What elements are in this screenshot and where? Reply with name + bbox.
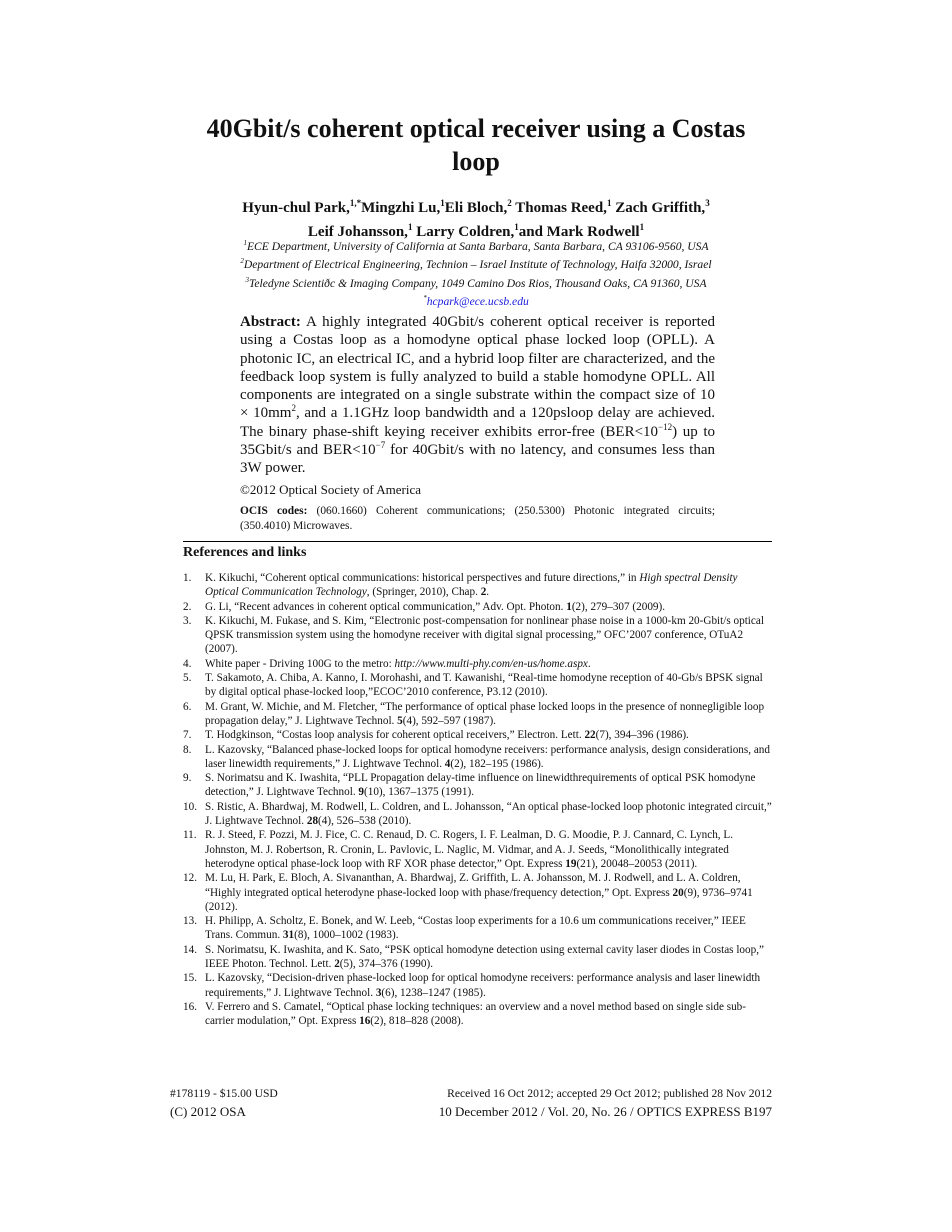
text-segment: , and a 1.1GHz loop bandwidth and a 120psloop delay are achieved. The binary phase-shift keying receiver exhibits error-free (BER<10 (240, 405, 716, 440)
text-segment: for 40Gbit/s with no latency, and consumes less than 3W power. (240, 442, 715, 477)
text-segment: (2), 279–307 (2009). (571, 600, 666, 613)
abstract (240, 313, 715, 478)
text-segment: S. Ristic, A. Bhardwaj, M. Rodwell, L. Coldren, and L. Johansson, “An optical phase-locked loop photonic integrated circuit,” J. Lightwave Technol. (205, 800, 772, 828)
reference-item (183, 1000, 773, 1029)
text-segment: (7), 394–396 (1986). (595, 729, 689, 742)
text-segment: −12 (658, 421, 673, 432)
divider (183, 541, 772, 542)
reference-item (183, 657, 773, 671)
footer-copyright: (C) 2012 OSA (170, 1104, 246, 1119)
text-segment: G. Li, “Recent advances in coherent optical communication,” Adv. Opt. Photon. (205, 600, 567, 613)
reference-text (205, 943, 773, 972)
text-segment: L. Kazovsky, “Balanced phase-locked loops for optical homodyne receivers: performance analysis, design considerations, and laser linewidth requirements,” J. Lightwave Technol. (205, 743, 770, 770)
journal-citation: 10 December 2012 / Vol. 20, No. 26 / OPTICS EXPRESS B197 (438, 1104, 772, 1119)
title-line: loop (452, 147, 500, 176)
reference-number: 7. (183, 729, 192, 742)
reference-text (205, 971, 773, 1000)
reference-item (183, 800, 773, 829)
text-segment: 1 (440, 198, 445, 208)
text-segment: 4 (444, 757, 451, 770)
reference-item (183, 914, 773, 943)
author-list (150, 194, 802, 242)
text-segment: R. J. Steed, F. Pozzi, M. J. Fice, C. C. Renaud, D. C. Rogers, I. F. Lealman, D. G. Moodie, P. J. Cannard, C. Lynch, L. Johnston, M. J. Robertson, R. Cronin, L. Pavlovic, L. Naglic, M. Vidmar, and A. J. Seeds, “Monolithically integrated heterodyne optical phase-lock loop with RF XOR phase detector,” Opt. Express (205, 829, 734, 870)
text-segment: 22 (584, 729, 596, 742)
reference-number: 16. (183, 1000, 197, 1013)
text-segment: ) up to 35Gbit/s and BER<10 (240, 423, 715, 459)
text-segment: (060.1660) Coherent communications; (250.5300) Photonic integrated circuits; (350.4010) Microwaves. (240, 505, 715, 532)
reference-item (183, 743, 773, 772)
reference-item (183, 771, 773, 800)
reference-item (183, 671, 773, 700)
text-segment: 1 (243, 239, 247, 247)
text-segment: * (423, 294, 427, 303)
text-segment: . (587, 657, 591, 670)
text-segment: (21), 20048–20053 (2011). (576, 857, 698, 870)
reference-item (183, 614, 773, 657)
reference-item (183, 600, 773, 614)
text-segment: http://www.multi-phy.com/en-us/home.aspx (394, 657, 588, 670)
text-segment: (5), 374–376 (1990). (339, 958, 434, 971)
text-segment: 3 (705, 198, 710, 208)
email-link[interactable]: hcpark@ece.ucsb.edu (426, 295, 529, 309)
reference-text (205, 728, 773, 742)
reference-number: 12. (183, 872, 197, 885)
affiliation-line (150, 254, 802, 272)
text-segment: High spectral Density Optical Communication Technology (205, 572, 738, 599)
reference-number: 6. (183, 700, 192, 713)
text-segment: 20 (672, 886, 684, 899)
text-segment: 2 (507, 198, 512, 208)
text-segment: Department of Electrical Engineering, Technion – Israel Institute of Technology, Haifa 32000, Israel (243, 258, 712, 272)
text-segment: (2), 182–195 (1986). (450, 757, 544, 770)
text-segment: T. Hodgkinson, “Costas loop analysis for coherent optical receivers,” Electron. Lett. (205, 729, 585, 742)
text-segment: 1 (514, 222, 519, 232)
text-segment: ECE Department, University of California at Santa Barbara, Santa Barbara, CA 93106-9560, USA (246, 239, 709, 253)
reference-number: 11. (183, 829, 197, 842)
text-segment: White paper - Driving 100G to the metro: (205, 657, 395, 670)
received-dates: Received 16 Oct 2012; accepted 29 Oct 2012; published 28 Nov 2012 (447, 1087, 772, 1100)
text-segment: 2 (291, 403, 296, 414)
reference-number: 3. (183, 614, 192, 627)
ocis-codes (240, 504, 715, 533)
text-segment: . (486, 586, 490, 599)
text-segment: M. Grant, W. Michie, and M. Fletcher, “The performance of optical phase locked loops in the presence of nonnegligible loop propagation delay,” J. Lightwave Technol. (205, 700, 765, 727)
reference-number: 5. (183, 672, 192, 685)
text-segment: 1 (606, 198, 612, 208)
text-segment: 3 (245, 275, 249, 284)
text-segment: M. Lu, H. Park, E. Bloch, A. Sivananthan, A. Bhardwaj, Z. Griffith, L. A. Johansson, M. J. Rodwell, and L. A. Coldren, “Highly integrated optical heterodyne phase-locked loop with phase/frequency detection,” Opt. Express (205, 872, 741, 899)
reference-number: 2. (183, 600, 192, 613)
reference-text (205, 800, 773, 829)
reference-text (205, 1000, 773, 1029)
reference-text (205, 571, 773, 600)
text-segment: 3 (375, 986, 382, 999)
text-segment: 5 (397, 714, 403, 727)
text-segment: Eli Bloch, (444, 200, 508, 216)
affiliation-line (150, 291, 802, 309)
text-segment: Leif Johansson, (307, 224, 408, 240)
reference-number: 9. (183, 772, 192, 785)
reference-text (205, 871, 773, 914)
text-segment: L. Kazovsky, “Decision-driven phase-locked loop for optical homodyne receivers: performance analysis and laser linewidth requirements,” J. Lightwave Technol. (205, 972, 761, 999)
text-segment: Larry Coldren, (412, 224, 515, 240)
footer-row (170, 1104, 772, 1120)
reference-text (205, 614, 773, 657)
text-segment: (2), 818–828 (2008). (370, 1015, 464, 1028)
affiliations (150, 236, 802, 310)
text-segment: (9), 9736–9741 (2012). (205, 886, 753, 913)
paper-title (150, 112, 802, 178)
text-segment: 1 (639, 222, 645, 232)
text-segment: 31 (282, 929, 295, 942)
reference-number: 13. (183, 915, 197, 928)
text-segment: Teledyne Scientiðc & Imaging Company, 1049 Camino Dos Rios, Thousand Oaks, CA 91360, USA (248, 276, 707, 290)
text-segment: Thomas Reed, (511, 200, 607, 216)
text-segment: V. Ferrero and S. Camatel, “Optical phase locking techniques: an overview and a novel method based on single side sub-carrier modulation,” Opt. Express (205, 1000, 747, 1028)
reference-number: 8. (183, 743, 192, 756)
copyright: ©2012 Optical Society of America (240, 482, 421, 497)
text-segment: , (Springer, 2010), Chap. (366, 586, 481, 599)
text-segment: Zach Griffith, (611, 200, 706, 216)
reference-number: 1. (183, 572, 192, 584)
text-segment: (6), 1238–1247 (1985). (381, 986, 486, 999)
reference-number: 15. (183, 972, 197, 985)
text-segment: (10), 1367–1375 (1991). (364, 786, 475, 799)
reference-item (183, 971, 773, 1000)
reference-number: 4. (183, 657, 192, 670)
reference-text (205, 657, 773, 671)
text-segment: (4), 592–597 (1987). (402, 714, 496, 727)
reference-item (183, 871, 773, 914)
reference-text (205, 700, 773, 729)
text-segment: 19 (565, 857, 577, 870)
title-line: 40Gbit/s coherent optical receiver using a Costas (206, 114, 746, 143)
text-segment: Abstract: (240, 314, 301, 330)
reference-item (183, 828, 773, 871)
text-segment: T. Sakamoto, A. Chiba, A. Kanno, I. Morohashi, and T. Kawanishi, “Real-time homodyne reception of 40-Gb/s BPSK signal by digital optical phase-locked loop,”ECOC’2010 conference, P3.12 (2010). (205, 672, 763, 699)
text-segment: H. Philipp, A. Scholtz, E. Bonek, and W. Leeb, “Costas loop experiments for a 10.6 um communications receiver,” IEEE Trans. Commun. (205, 915, 746, 942)
text-segment: S. Norimatsu and K. Iwashita, “PLL Propagation delay-time influence on linewidthrequirements of optical PSK homodyne detection,” J. Lightwave Technol. (205, 772, 756, 799)
reference-item (183, 571, 773, 600)
text-segment: K. Kikuchi, “Coherent optical communications: historical perspectives and future directions,” in (205, 572, 640, 584)
text-segment: K. Kikuchi, M. Fukase, and S. Kim, “Electronic post-compensation for nonlinear phase noise in a 1000-km 20-Gbit/s optical QPSK transmission system using the homodyne receiver with digital signal processing,” OFC’2007 conference, OTuA2 (2007). (205, 614, 764, 656)
text-segment: OCIS codes: (240, 505, 308, 517)
text-segment: (8), 1000–1002 (1983). (294, 929, 399, 942)
author-line (150, 194, 802, 218)
reference-text (205, 771, 773, 800)
reference-text (205, 671, 773, 700)
text-segment: A highly integrated 40Gbit/s coherent optical receiver is reported using a Costas loop as a homodyne optical phase locked loop (OPLL). A photonic IC, an electrical IC, and a hybrid loop filter are characterized, and the feedback loop system is fully analyzed to build a stable homodyne OPLL. All components are integrated on a single substrate within the compact size of 10 × 10mm (240, 314, 715, 422)
affiliation-line (150, 236, 802, 254)
text-segment: S. Norimatsu, K. Iwashita, and K. Sato, “PSK optical homodyne detection using external cavity laser diodes in Costas loop,” IEEE Photon. Technol. Lett. (205, 943, 764, 971)
text-segment: 2 (240, 257, 244, 266)
reference-item (183, 728, 773, 742)
text-segment: 1 (566, 600, 572, 613)
reference-number: 14. (183, 943, 197, 956)
reference-text (205, 828, 773, 871)
text-segment: −7 (375, 440, 386, 451)
reference-text (205, 743, 773, 772)
references-heading: References and links (183, 545, 307, 560)
text-segment: (4), 526–538 (2010). (318, 815, 412, 828)
text-segment: 2 (480, 586, 487, 599)
reference-list (183, 571, 773, 1029)
text-segment: 1 (407, 222, 413, 232)
text-segment: 9 (358, 786, 365, 799)
text-segment: 2 (334, 958, 340, 971)
text-segment: 1,* (349, 198, 362, 208)
text-segment: 16 (359, 1015, 371, 1028)
reference-text (205, 600, 773, 614)
text-segment: and Mark Rodwell (518, 224, 640, 240)
footer-row (170, 1087, 772, 1100)
text-segment: Mingzhi Lu, (361, 200, 441, 216)
text-segment: 28 (306, 815, 319, 828)
reference-item (183, 700, 773, 729)
reference-text (205, 914, 773, 943)
affiliation-line (150, 273, 802, 291)
reference-item (183, 943, 773, 972)
text-segment: Hyun-chul Park, (242, 200, 350, 216)
reference-number: 10. (183, 800, 197, 813)
article-id-price: #178119 - $15.00 USD (170, 1087, 278, 1100)
